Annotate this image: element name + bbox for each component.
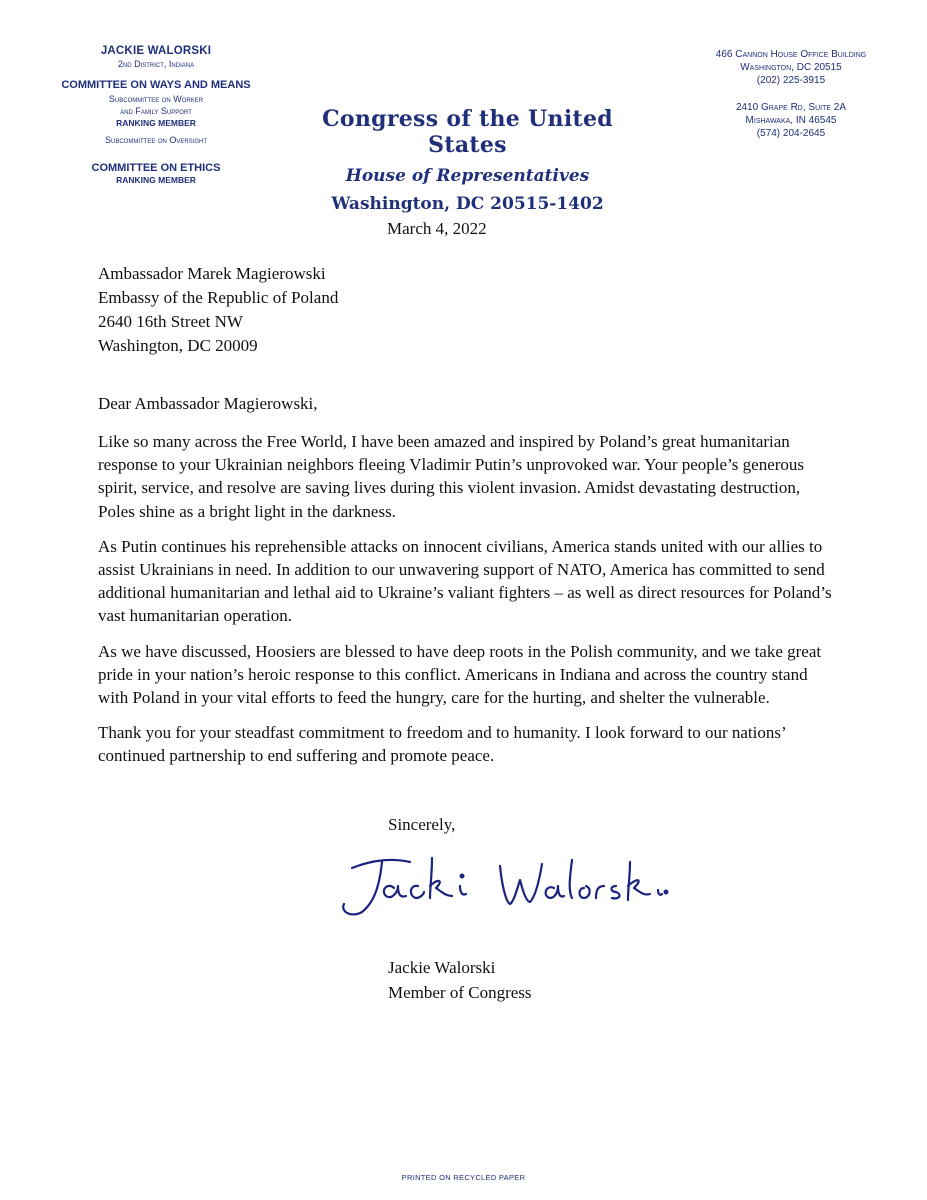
recipient-line: Embassy of the Republic of Poland: [98, 288, 339, 307]
district-office-line2: Mishawaka, IN 46545: [745, 115, 837, 126]
member-name: JACKIE WALORSKI: [100, 45, 212, 57]
letter-body: [98, 430, 838, 780]
subcommittee-oversight: Subcommittee on Oversight: [104, 135, 207, 145]
signer-name: Jackie Walorski: [388, 958, 496, 977]
recycled-paper-note: PRINTED ON RECYCLED PAPER: [401, 1173, 526, 1182]
committee-ways-means: COMMITTEE ON WAYS AND MEANS: [61, 79, 251, 91]
salutation: Dear Ambassador Magierowski,: [98, 394, 318, 413]
letterhead-center: [300, 106, 635, 214]
body-paragraph: Thank you for your steadfast commitment to freedom and to humanity. I look forward to our nations’ continued partnership to end suffering and promote peace.: [98, 723, 786, 766]
signer-title: Member of Congress: [388, 983, 532, 1002]
signer-block: [388, 955, 532, 1005]
committee-ethics: COMMITTEE ON ETHICS: [91, 162, 221, 174]
signature: [332, 846, 677, 926]
recipient-line: Washington, DC 20009: [98, 336, 258, 355]
congress-title: Congress of the United States: [322, 106, 613, 158]
city-line: Washington, DC 20515-1402: [331, 194, 604, 214]
dc-office-line1: 466 Cannon House Office Building: [715, 49, 867, 60]
district-office-line1: 2410 Grape Rd, Suite 2A: [735, 102, 847, 113]
dc-office-phone: (202) 225-3915: [756, 75, 826, 86]
body-paragraph: As Putin continues his reprehensible attacks on innocent civilians, America stands united with our allies to assist Ukrainians in need. In addition to our unwavering support of NATO, America has committed to send additional humanitarian and lethal aid to Ukraine’s valiant fighters – as well as direct resources for Poland’s vast humanitarian operation.: [98, 536, 832, 626]
dc-office-line2: Washington, DC 20515: [740, 62, 842, 73]
body-paragraph: As we have discussed, Hoosiers are blessed to have deep roots in the Polish community, and we take great pride in your nation’s heroic response to this conflict. Americans in Indiana and across the country stand with Poland in your vital efforts to feed the hungry, care for the hurting, and shelter the vulnerable.: [98, 641, 822, 708]
body-paragraph: Like so many across the Free World, I have been amazed and inspired by Poland’s great humanitarian response to your Ukrainian neighbors fleeing Vladimir Putin’s unprovoked war. Your people’s generous spirit, service, and resolve are saving lives during this violent invasion. Amidst devastating destruction, Poles shine as a bright light in the darkness.: [98, 432, 805, 521]
recipient-line: 2640 16th Street NW: [98, 312, 243, 331]
ethics-ranking-member-label: RANKING MEMBER: [116, 175, 196, 185]
recipient-address: [98, 262, 338, 358]
letterhead-right: [700, 48, 882, 140]
house-title: House of Representatives: [345, 166, 590, 186]
district-office-phone: (574) 204-2645: [756, 128, 826, 139]
recipient-line: Ambassador Marek Magierowski: [98, 264, 326, 283]
letter-date: March 4, 2022: [387, 219, 487, 238]
subcommittee-worker-line2: and Family Support: [120, 106, 192, 116]
closing: Sincerely,: [388, 815, 456, 834]
ranking-member-label: RANKING MEMBER: [116, 118, 196, 128]
member-district: 2nd District, Indiana: [117, 59, 195, 69]
subcommittee-worker-line1: Subcommittee on Worker: [108, 94, 204, 104]
letterhead-left: [40, 45, 272, 185]
